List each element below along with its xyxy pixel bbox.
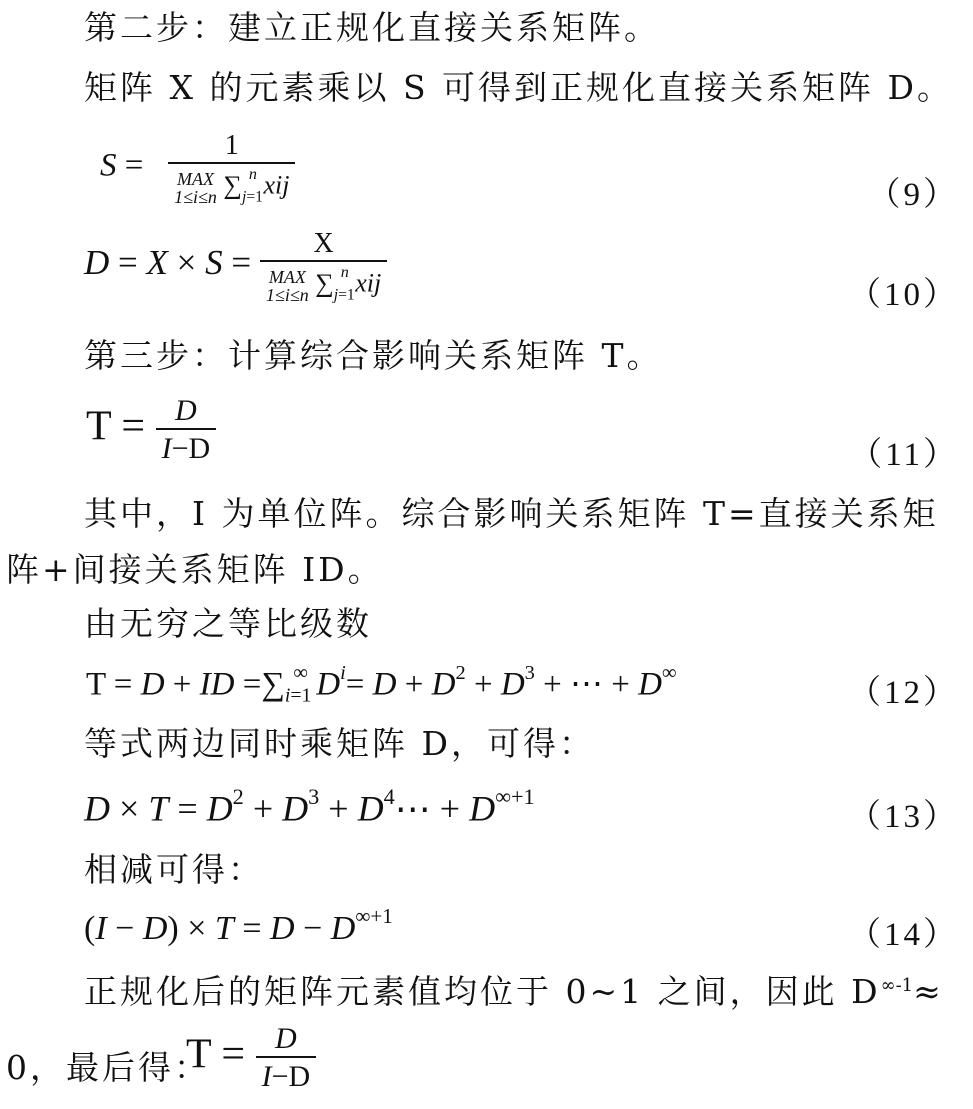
equation-9-number: （9） <box>867 177 959 213</box>
equation-14-number: （14） <box>848 917 959 953</box>
geometric-series-text: 由无穷之等比级数 <box>84 604 372 643</box>
equation-12: T = D + ID $=\sum_{i=1}^\infty$ $D^i= D + D^2 + D^3$ + ⋯ + D∞ <box>86 662 677 707</box>
identity-note-line1: 其中，I 为单位阵。综合影响关系矩阵 T=直接关系矩 <box>84 494 939 533</box>
equation-10-number: （10） <box>848 277 959 313</box>
multiply-note: 等式两边同时乘矩阵 D，可得： <box>84 724 595 763</box>
step3-heading: 第三步：计算综合影响关系矩阵 T。 <box>84 336 663 375</box>
equation-11: T = $\frac{D}{I-D}$ <box>86 394 216 466</box>
equation-11-number: （11） <box>849 437 959 473</box>
conclusion-line2: 0，最后得： <box>6 1048 210 1087</box>
conclusion-approx: ≈ <box>913 972 944 1011</box>
equation-9: S = 1 MAX 1≤i≤n $\sum_{j=1}^n$ xij <box>100 130 295 206</box>
equation-10: D = X × S = X MAX 1≤i≤n $\sum_{j=1}^n$ xij <box>84 228 387 304</box>
step2-heading: 第二步：建立正规化直接关系矩阵。 <box>84 8 660 47</box>
equation-13-number: （13） <box>848 799 959 835</box>
equation-13: $D \times T = D^2 + D^3$ + $D^4\cdots + D^{\infty+1}$ <box>84 784 535 829</box>
identity-note-line2: 阵+间接关系矩阵 ID。 <box>6 550 384 589</box>
step2-description: 矩阵 X 的元素乘以 S 可得到正规化直接关系矩阵 D。 <box>84 68 954 107</box>
conclusion-text: 正规化后的矩阵元素值均位于 0~1 之间，因此 D <box>84 972 881 1011</box>
conclusion-exponent: ∞-1 <box>880 975 914 996</box>
equation-12-number: （12） <box>848 675 959 711</box>
final-equation: T = $\frac{D}{I-D}$ <box>186 1022 316 1094</box>
equation-14: $(I - D) \times T = D - D^{\infty+1}$ <box>84 904 393 947</box>
subtract-note: 相减可得： <box>84 850 264 889</box>
conclusion-line1 <box>84 964 944 1014</box>
